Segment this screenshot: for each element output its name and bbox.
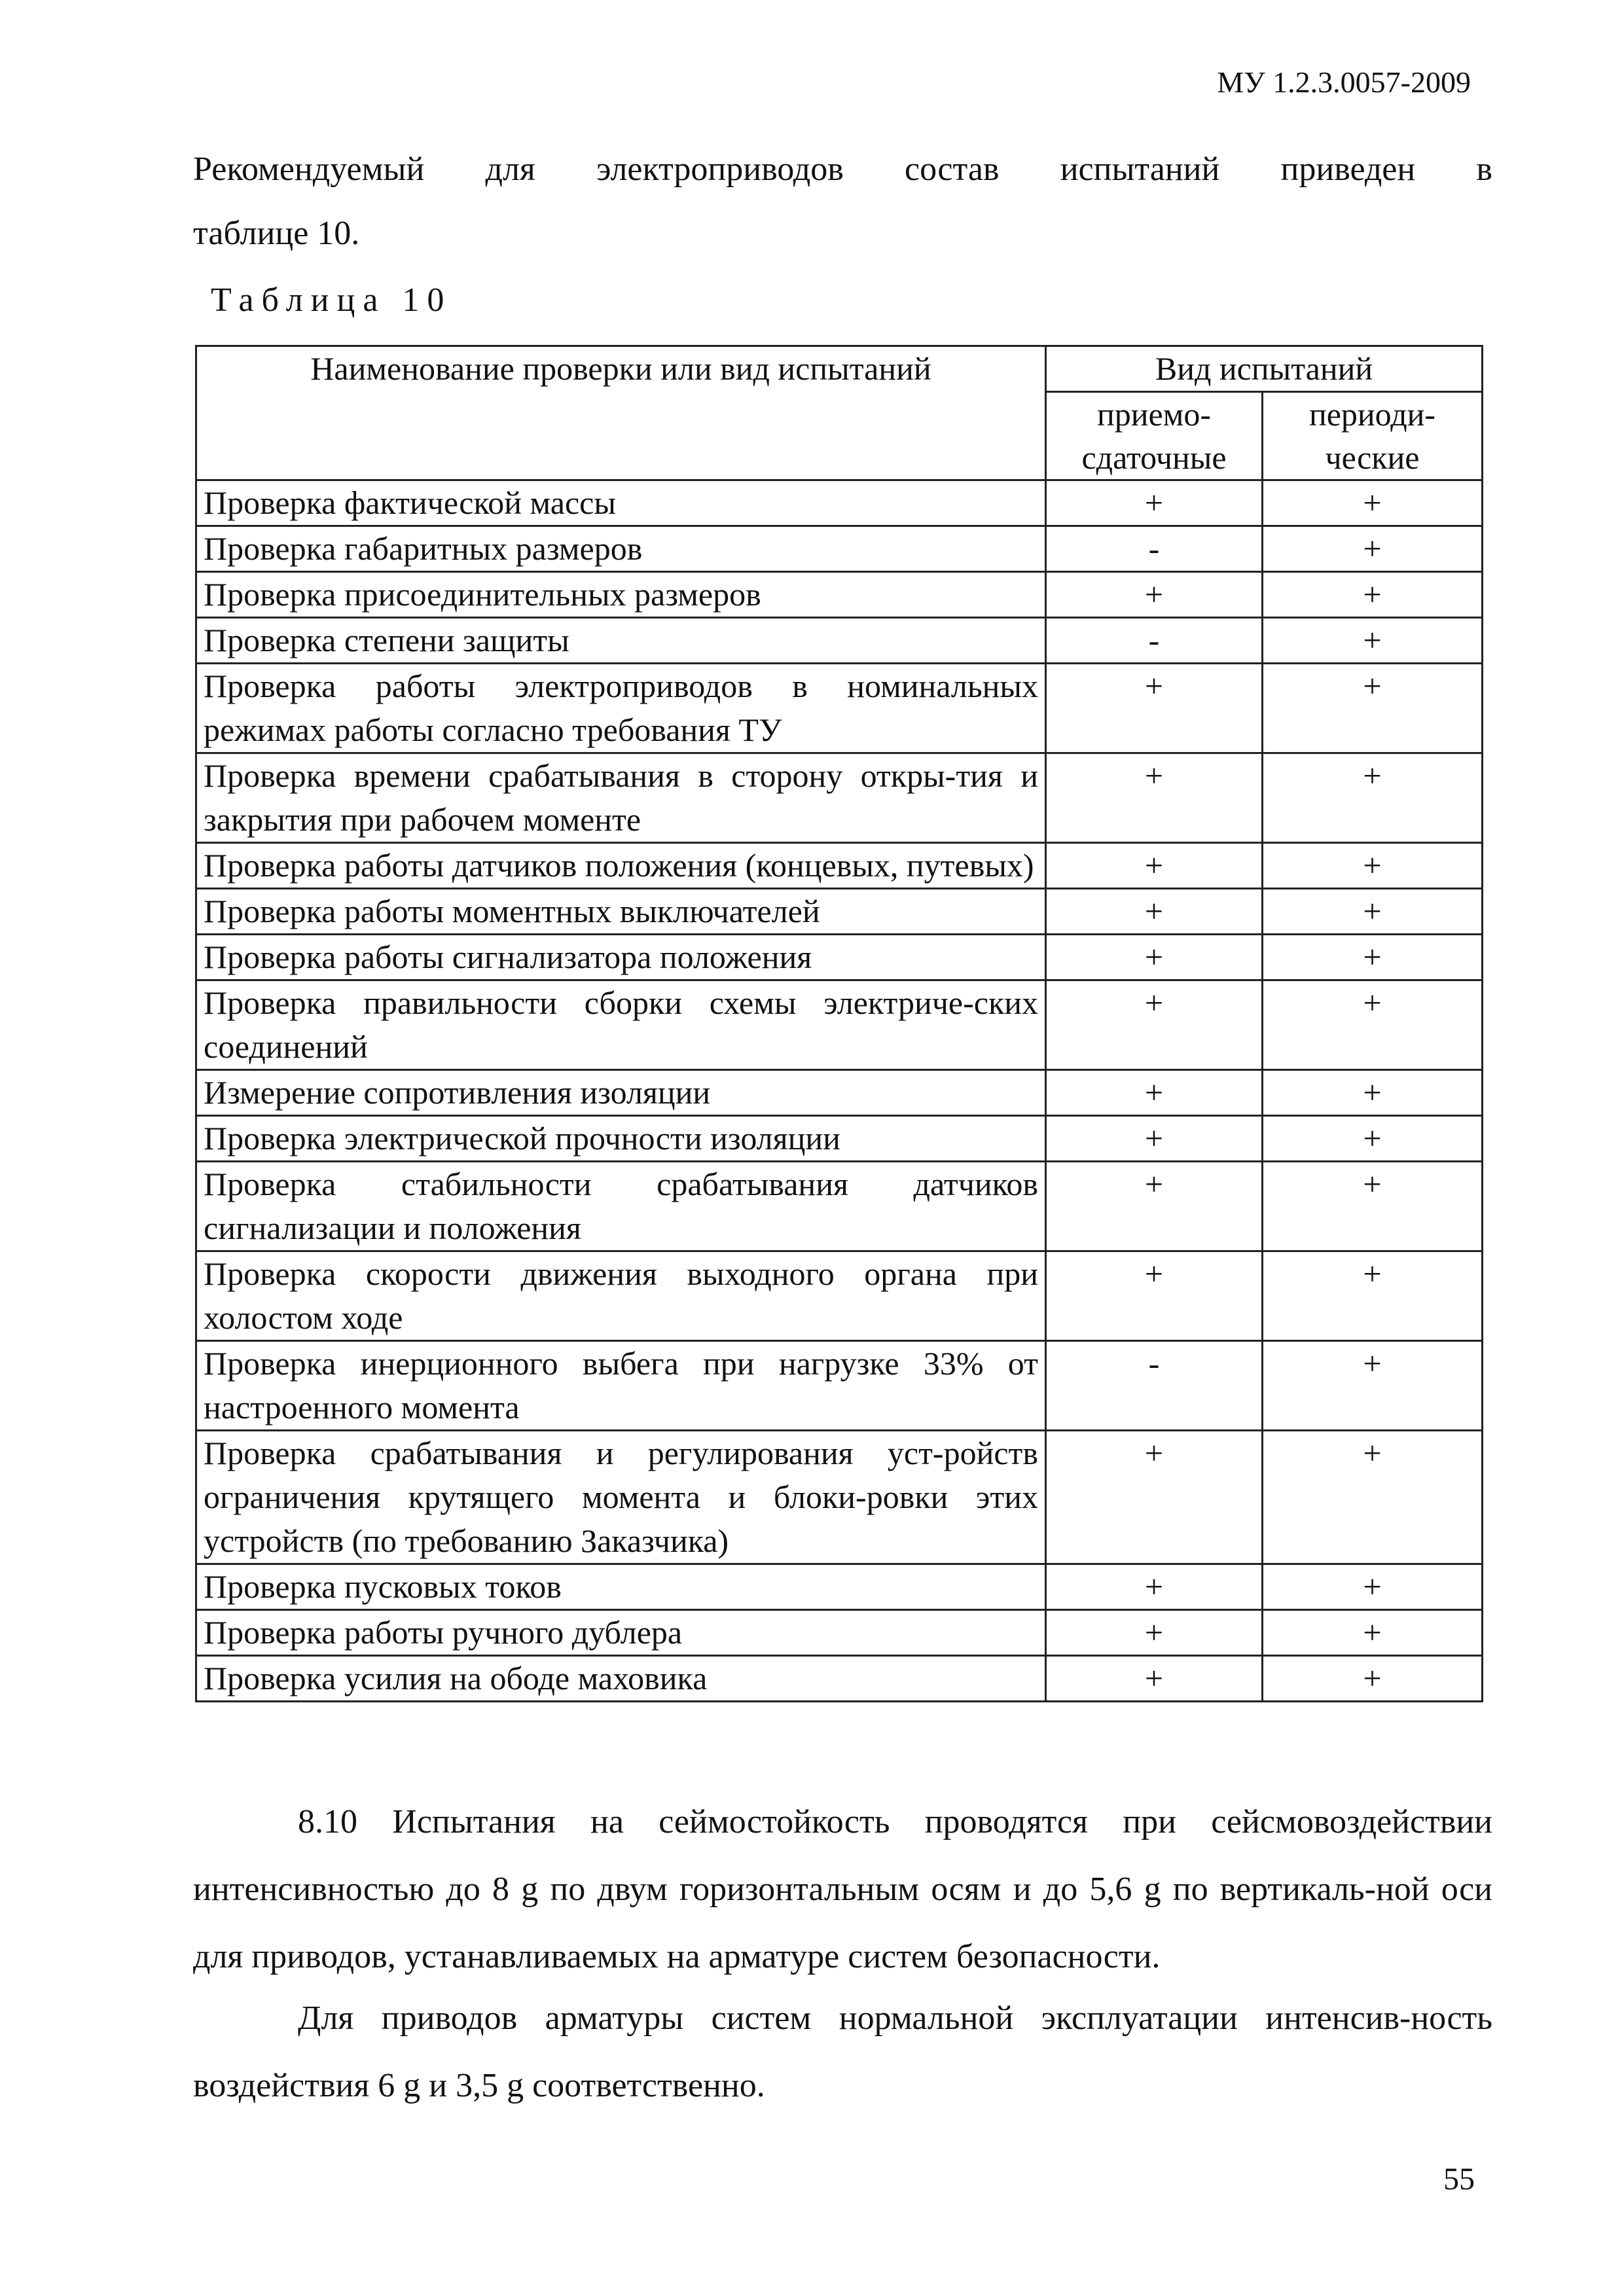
test-name-cell: Проверка времени срабатывания в сторону откры-тия и закрытия при рабочем моменте — [196, 753, 1046, 843]
periodic-mark-cell: + — [1263, 1656, 1483, 1702]
test-name-cell: Проверка работы электроприводов в номинальных режимах работы согласно требования ТУ — [196, 664, 1046, 753]
table-row — [196, 1564, 1483, 1610]
test-name-cell: Проверка работы ручного дублера — [196, 1610, 1046, 1656]
table-row — [196, 1070, 1483, 1116]
periodic-mark-cell: + — [1263, 1116, 1483, 1162]
table-row — [196, 1431, 1483, 1564]
periodic-mark-cell: + — [1263, 572, 1483, 618]
table-row — [196, 618, 1483, 664]
table-row — [196, 1116, 1483, 1162]
table-row — [196, 843, 1483, 889]
table-header-row — [196, 346, 1483, 392]
periodic-mark-cell: + — [1263, 618, 1483, 664]
periodic-mark-cell: + — [1263, 1564, 1483, 1610]
acceptance-mark-cell: + — [1046, 1070, 1263, 1116]
acceptance-mark-cell: + — [1046, 1431, 1263, 1564]
periodic-mark-cell: + — [1263, 1162, 1483, 1251]
acceptance-mark-cell: + — [1046, 1656, 1263, 1702]
test-name-cell: Проверка инерционного выбега при нагрузке 33% от настроенного момента — [196, 1341, 1046, 1431]
acceptance-mark-cell: + — [1046, 1116, 1263, 1162]
acceptance-mark-cell: - — [1046, 618, 1263, 664]
test-name-cell: Проверка стабильности срабатывания датчиков сигнализации и положения — [196, 1162, 1046, 1251]
periodic-mark-cell: + — [1263, 889, 1483, 935]
table-row — [196, 753, 1483, 843]
test-name-cell: Проверка пусковых токов — [196, 1564, 1046, 1610]
table-row — [196, 1341, 1483, 1431]
acceptance-mark-cell: - — [1046, 1341, 1263, 1431]
periodic-mark-cell: + — [1263, 843, 1483, 889]
table-row — [196, 480, 1483, 526]
periodic-mark-cell: + — [1263, 1610, 1483, 1656]
test-name-cell: Проверка работы моментных выключателей — [196, 889, 1046, 935]
periodic-mark-cell: + — [1263, 480, 1483, 526]
test-name-cell: Проверка усилия на ободе маховика — [196, 1656, 1046, 1702]
acceptance-mark-cell: + — [1046, 843, 1263, 889]
periodic-mark-cell: + — [1263, 526, 1483, 572]
acceptance-mark-cell: + — [1046, 889, 1263, 935]
periodic-mark-cell: + — [1263, 664, 1483, 753]
page-number: 55 — [1443, 2162, 1475, 2197]
acceptance-mark-cell: + — [1046, 480, 1263, 526]
test-name-cell: Проверка работы сигнализатора положения — [196, 935, 1046, 980]
intro-paragraph-line2: таблице 10. — [193, 215, 360, 252]
periodic-mark-cell: + — [1263, 935, 1483, 980]
test-name-cell: Проверка присоединительных размеров — [196, 572, 1046, 618]
test-name-cell: Проверка скорости движения выходного органа при холостом ходе — [196, 1251, 1046, 1341]
acceptance-mark-cell: + — [1046, 935, 1263, 980]
table-row — [196, 889, 1483, 935]
table-row — [196, 980, 1483, 1070]
acceptance-mark-cell: + — [1046, 1251, 1263, 1341]
test-name-cell: Проверка электрической прочности изоляции — [196, 1116, 1046, 1162]
table-row — [196, 526, 1483, 572]
acceptance-mark-cell: + — [1046, 980, 1263, 1070]
acceptance-mark-cell: - — [1046, 526, 1263, 572]
test-name-cell: Проверка работы датчиков положения (концевых, путевых) — [196, 843, 1046, 889]
test-name-cell: Проверка срабатывания и регулирования уст-ройств ограничения крутящего момента и блоки-ровки этих устройств (по требованию Заказчика) — [196, 1431, 1046, 1564]
clause-normal-operation: Для приводов арматуры систем нормальной эксплуатации интенсив-ность воздействия 6 g и 3,5 g соответственно. — [193, 2000, 1492, 2104]
header-acceptance: приемо-сдаточные — [1046, 392, 1263, 480]
acceptance-mark-cell: + — [1046, 1564, 1263, 1610]
table-row — [196, 664, 1483, 753]
table-row — [196, 572, 1483, 618]
intro-paragraph-line1: Рекомендуемый для электроприводов состав испытаний приведен в — [193, 151, 1492, 188]
periodic-mark-cell: + — [1263, 1341, 1483, 1431]
table-row — [196, 1251, 1483, 1341]
table-row — [196, 1610, 1483, 1656]
tests-table — [195, 345, 1483, 1702]
test-name-cell: Проверка правильности сборки схемы электриче-ских соединений — [196, 980, 1046, 1070]
clause-8-10: 8.10 Испытания на сеймостойкость проводятся при сейсмовоздействии интенсивностью до 8 g по двум горизонтальным осям и до 5,6 g по вертикаль-ной оси для приводов, устанавливаемых на арматуре систем безопасности. — [193, 1803, 1492, 1975]
table-label: Таблица 10 — [211, 281, 452, 319]
acceptance-mark-cell: + — [1046, 1162, 1263, 1251]
periodic-mark-cell: + — [1263, 1251, 1483, 1341]
periodic-mark-cell: + — [1263, 753, 1483, 843]
periodic-mark-cell: + — [1263, 980, 1483, 1070]
periodic-mark-cell: + — [1263, 1431, 1483, 1564]
test-name-cell: Измерение сопротивления изоляции — [196, 1070, 1046, 1116]
acceptance-mark-cell: + — [1046, 753, 1263, 843]
table-row — [196, 935, 1483, 980]
test-name-cell: Проверка фактической массы — [196, 480, 1046, 526]
periodic-mark-cell: + — [1263, 1070, 1483, 1116]
table-row — [196, 1162, 1483, 1251]
header-test-type: Вид испытаний — [1046, 346, 1483, 392]
acceptance-mark-cell: + — [1046, 664, 1263, 753]
acceptance-mark-cell: + — [1046, 1610, 1263, 1656]
table-body — [196, 480, 1483, 1702]
header-periodic: периоди-ческие — [1263, 392, 1483, 480]
test-name-cell: Проверка габаритных размеров — [196, 526, 1046, 572]
test-name-cell: Проверка степени защиты — [196, 618, 1046, 664]
document-code: МУ 1.2.3.0057-2009 — [1217, 65, 1471, 99]
header-test-name: Наименование проверки или вид испытаний — [196, 346, 1046, 480]
acceptance-mark-cell: + — [1046, 572, 1263, 618]
table-row — [196, 1656, 1483, 1702]
